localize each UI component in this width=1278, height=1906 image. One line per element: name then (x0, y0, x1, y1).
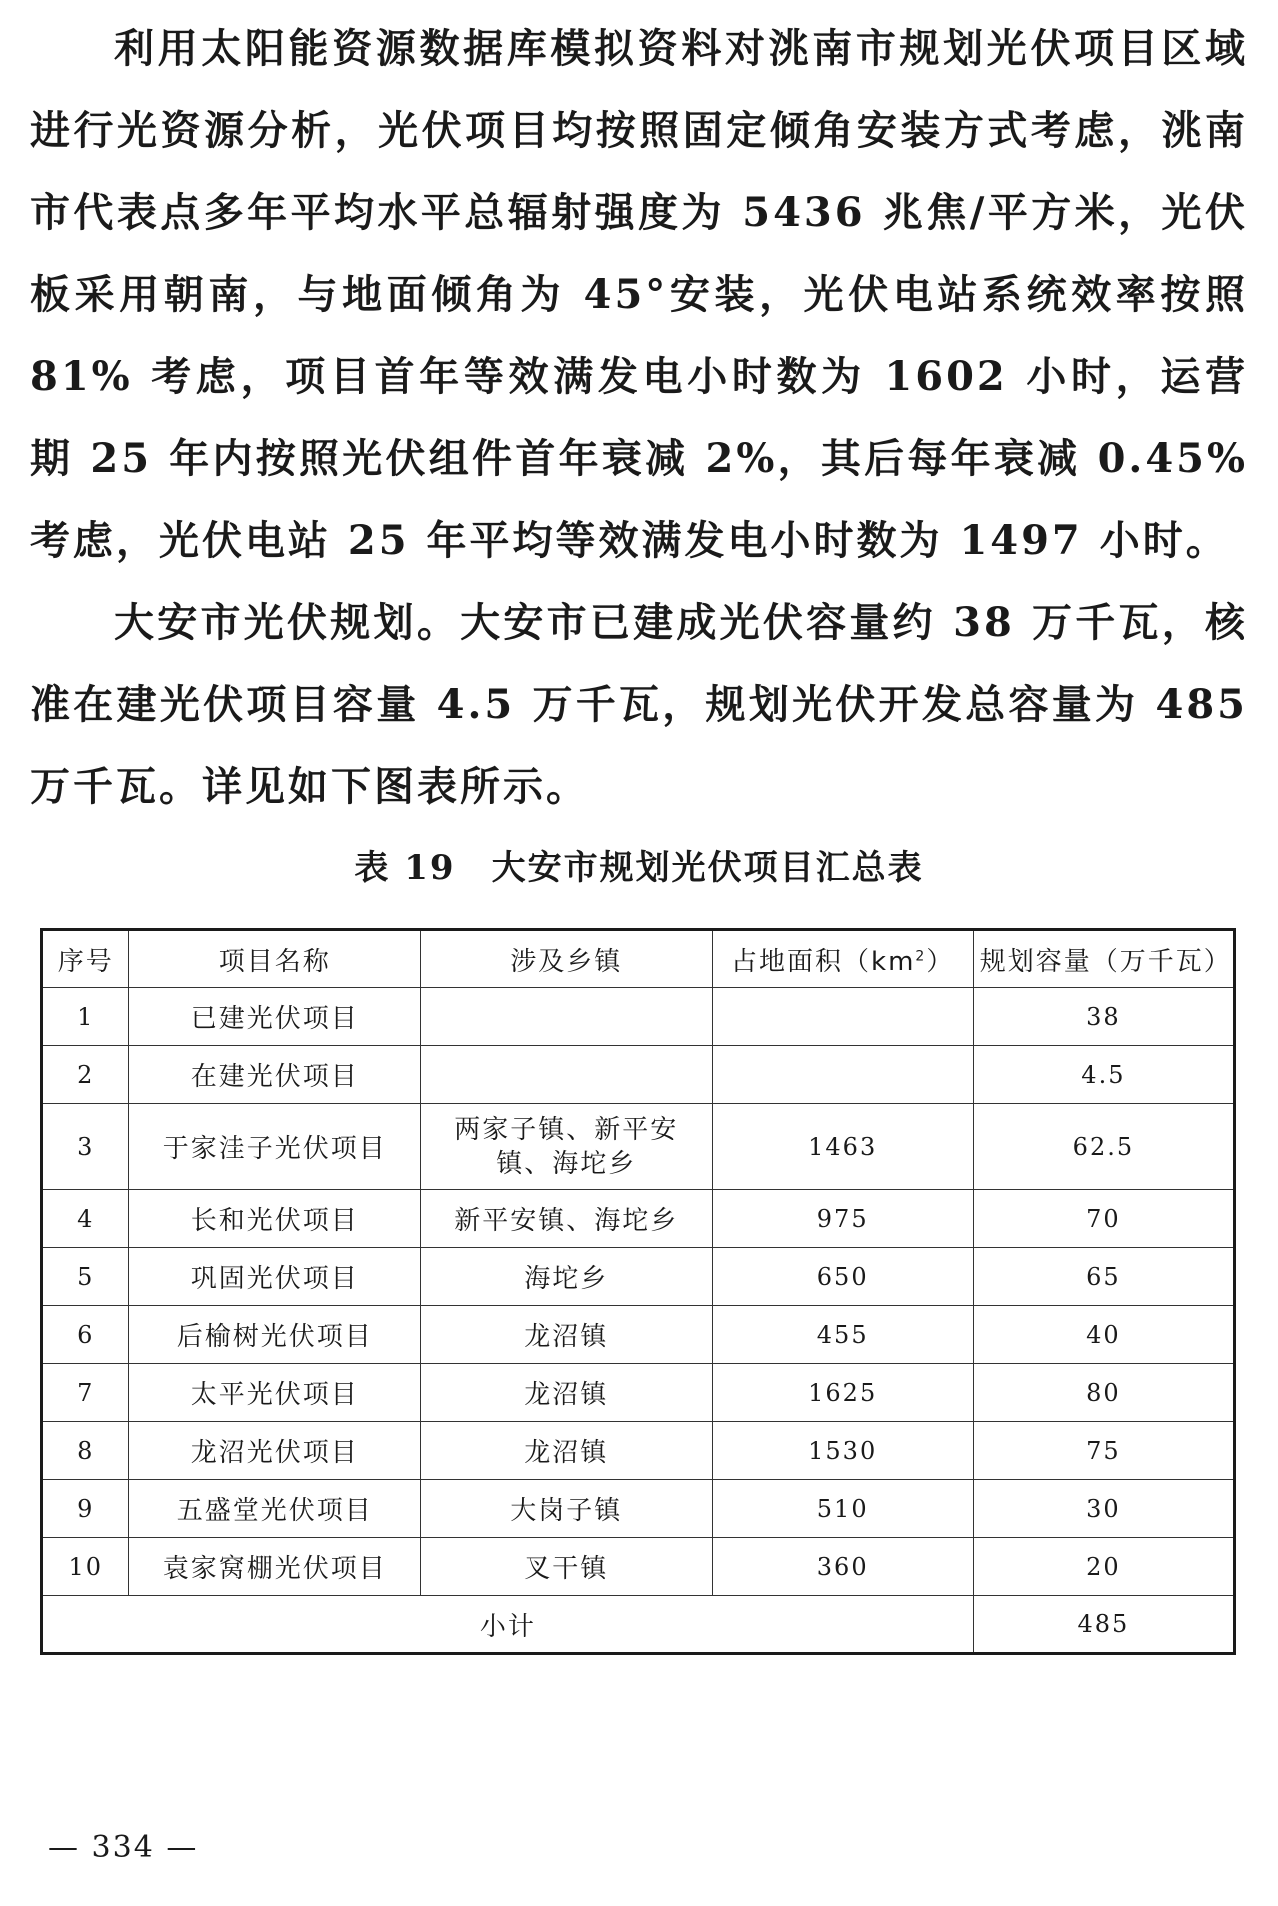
cell-no: 8 (42, 1422, 129, 1480)
cell-name: 长和光伏项目 (129, 1190, 421, 1248)
cell-towns: 龙沼镇 (421, 1306, 713, 1364)
header-area-sup: 2 (915, 947, 927, 964)
header-area-prefix: 占地面积（km (731, 946, 916, 977)
cell-towns: 两家子镇、新平安镇、海坨乡 (421, 1104, 713, 1190)
table-header-row (42, 930, 1235, 988)
cell-area (712, 1046, 973, 1104)
cell-towns (421, 1046, 713, 1104)
cell-capacity: 40 (973, 1306, 1234, 1364)
cell-name: 在建光伏项目 (129, 1046, 421, 1104)
cell-no: 9 (42, 1480, 129, 1538)
table-row (42, 1190, 1235, 1248)
cell-name: 太平光伏项目 (129, 1364, 421, 1422)
cell-area: 650 (712, 1248, 973, 1306)
header-area-suffix: ） (926, 946, 955, 977)
table-subtotal-row (42, 1596, 1235, 1654)
cell-no: 5 (42, 1248, 129, 1306)
cell-name: 袁家窝棚光伏项目 (129, 1538, 421, 1596)
cell-name: 后榆树光伏项目 (129, 1306, 421, 1364)
pv-project-summary-table (40, 928, 1236, 1655)
page-number: — 334 — (48, 1830, 199, 1865)
cell-capacity: 20 (973, 1538, 1234, 1596)
header-towns: 涉及乡镇 (421, 930, 713, 988)
cell-towns: 大岗子镇 (421, 1480, 713, 1538)
body-paragraph-taonan: 利用太阳能资源数据库模拟资料对洮南市规划光伏项目区域进行光资源分析，光伏项目均按照固定倾角安装方式考虑，洮南市代表点多年平均水平总辐射强度为 5436 兆焦/平方米，光伏板采用朝南，与地面倾角为 45°安装，光伏电站系统效率按照 81% 考虑，项目首年等效满发电小时数为 1602 小时，运营期 25 年内按照光伏组件首年衰减 2%，其后每年衰减 0.45%考虑，光伏电站 25 年平均等效满发电小时数为 1497 小时。 (30, 25, 1248, 564)
table-row (42, 1538, 1235, 1596)
cell-no: 4 (42, 1190, 129, 1248)
header-area (712, 930, 973, 988)
cell-no: 10 (42, 1538, 129, 1596)
subtotal-capacity: 485 (973, 1596, 1234, 1654)
table-row (42, 1248, 1235, 1306)
cell-towns: 龙沼镇 (421, 1364, 713, 1422)
cell-area: 975 (712, 1190, 973, 1248)
table-row (42, 1306, 1235, 1364)
cell-capacity: 80 (973, 1364, 1234, 1422)
header-capacity: 规划容量（万千瓦） (973, 930, 1234, 988)
table-row (42, 988, 1235, 1046)
table-row (42, 1422, 1235, 1480)
cell-no: 2 (42, 1046, 129, 1104)
cell-name: 五盛堂光伏项目 (129, 1480, 421, 1538)
cell-capacity: 70 (973, 1190, 1234, 1248)
cell-capacity: 38 (973, 988, 1234, 1046)
subtotal-label: 小计 (42, 1596, 974, 1654)
cell-name: 已建光伏项目 (129, 988, 421, 1046)
cell-area: 510 (712, 1480, 973, 1538)
table-row (42, 1480, 1235, 1538)
cell-area: 1463 (712, 1104, 973, 1190)
cell-capacity: 75 (973, 1422, 1234, 1480)
cell-area: 1530 (712, 1422, 973, 1480)
table-row (42, 1104, 1235, 1190)
cell-towns (421, 988, 713, 1046)
cell-name: 于家洼子光伏项目 (129, 1104, 421, 1190)
cell-no: 1 (42, 988, 129, 1046)
cell-area: 360 (712, 1538, 973, 1596)
table-row (42, 1364, 1235, 1422)
cell-towns: 叉干镇 (421, 1538, 713, 1596)
cell-capacity: 65 (973, 1248, 1234, 1306)
cell-no: 6 (42, 1306, 129, 1364)
cell-area (712, 988, 973, 1046)
cell-name: 龙沼光伏项目 (129, 1422, 421, 1480)
header-name: 项目名称 (129, 930, 421, 988)
cell-towns: 海坨乡 (421, 1248, 713, 1306)
cell-towns: 新平安镇、海坨乡 (421, 1190, 713, 1248)
cell-area: 455 (712, 1306, 973, 1364)
table-caption: 表 19 大安市规划光伏项目汇总表 (354, 848, 924, 888)
cell-capacity: 4.5 (973, 1046, 1234, 1104)
table-row (42, 1046, 1235, 1104)
cell-name: 巩固光伏项目 (129, 1248, 421, 1306)
header-no: 序号 (42, 930, 129, 988)
cell-towns: 龙沼镇 (421, 1422, 713, 1480)
body-paragraph-daan: 大安市光伏规划。大安市已建成光伏容量约 38 万千瓦，核准在建光伏项目容量 4.5 万千瓦，规划光伏开发总容量为 485 万千瓦。详见如下图表所示。 (30, 599, 1248, 810)
cell-no: 7 (42, 1364, 129, 1422)
cell-capacity: 30 (973, 1480, 1234, 1538)
cell-area: 1625 (712, 1364, 973, 1422)
cell-capacity: 62.5 (973, 1104, 1234, 1190)
cell-no: 3 (42, 1104, 129, 1190)
